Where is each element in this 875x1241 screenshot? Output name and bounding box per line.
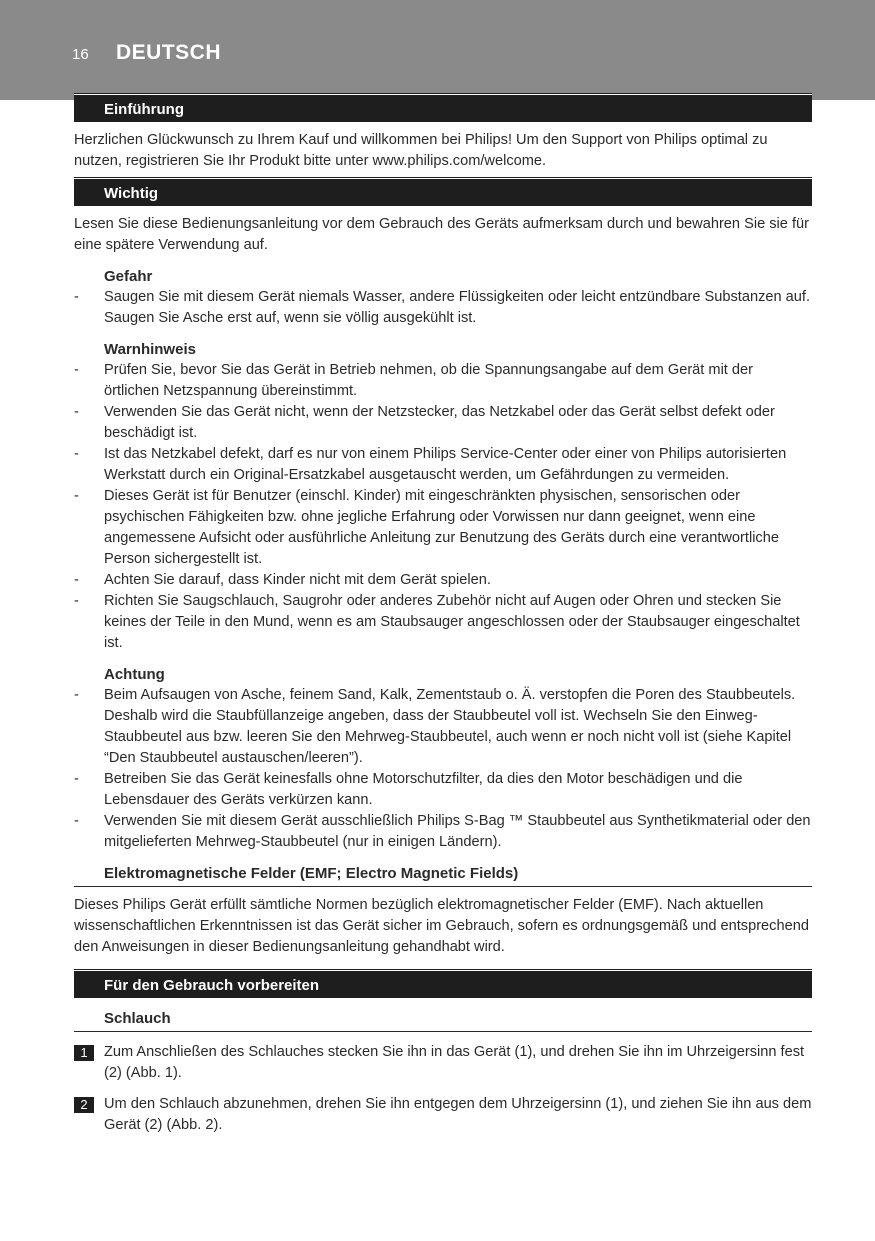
step-text: Zum Anschließen des Schlauches stecken Sie ihn in das Gerät (1), und drehen Sie ihn im Uhrzeigersinn fest (2) (Abb. 1). [104,1044,805,1081]
list-item: - Achten Sie darauf, dass Kinder nicht mit dem Gerät spielen. [74,570,812,591]
list-item: - Beim Aufsaugen von Asche, feinem Sand, Kalk, Zementstaub o. Ä. verstopfen die Poren des Staubbeutels. Deshalb wird die Staubfüllanzeige angeben, dass der Staubbeutel voll ist. Wechseln Sie den Einweg-Staubbeutel aus bzw. leeren Sie den Mehrweg-Staubbeutel, auch wenn er noch nicht voll ist (siehe Kapitel “Den Staubbeutel austauschen/leeren”). [74,685,812,769]
list-item: - Prüfen Sie, bevor Sie das Gerät in Betrieb nehmen, ob die Spannungsangabe auf dem Gerät mit der örtlichen Netzspannung übereinstimmt. [74,360,812,402]
caution-heading: Achtung [104,666,165,683]
page-number: 16 [72,46,89,63]
list-item: - Ist das Netzkabel defekt, darf es nur von einem Philips Service-Center oder einer von Philips autorisierten Werkstatt durch ein Original-Ersatzkabel ausgetauscht werden, um Gefährdungen zu vermeiden. [74,444,812,486]
page-header [0,0,875,100]
document-body [74,94,812,1136]
list-item: - Dieses Gerät ist für Benutzer (einschl. Kinder) mit eingeschränkten physischen, sensorischen oder psychischen Fähigkeiten bzw. ohne jegliche Erfahrung oder Vorwissen nur dann geeignet, wenn eine angemessene Aufsicht oder ausführliche Anleitung zur Benutzung des Geräts durch eine verantwortliche Person sichergestellt ist. [74,486,812,570]
list-item: - Verwenden Sie das Gerät nicht, wenn der Netzstecker, das Netzkabel oder das Gerät selbst defekt oder beschädigt ist. [74,402,812,444]
list-item: - Richten Sie Saugschlauch, Saugrohr oder anderes Zubehör nicht auf Augen oder Ohren und stecken Sie keines der Teile in den Mund, wenn es am Staubsauger angeschlossen oder der Staubsauger eingeschaltet ist. [74,591,812,654]
language-title: DEUTSCH [116,41,222,64]
danger-list [74,287,812,329]
step-2 [74,1094,812,1136]
intro-paragraph: Herzlichen Glückwunsch zu Ihrem Kauf und willkommen bei Philips! Um den Support von Philips optimal zu nutzen, registrieren Sie Ihr Produkt bitte unter www.philips.com/welcome. [74,132,768,169]
warning-list [74,360,812,654]
important-paragraph: Lesen Sie diese Bedienungsanleitung vor dem Gebrauch des Geräts aufmerksam durch und bewahren Sie sie für eine spätere Verwendung auf. [74,216,809,253]
step-number-badge: 1 [74,1045,94,1061]
list-item: - Betreiben Sie das Gerät keinesfalls ohne Motorschutzfilter, da dies den Motor beschädigen und die Lebensdauer des Geräts verkürzen kann. [74,769,812,811]
caution-list [74,685,812,853]
emf-heading: Elektromagnetische Felder (EMF; Electro Magnetic Fields) [74,863,812,887]
section-bar-intro: Einführung [74,94,812,122]
section-bar-important: Wichtig [74,178,812,206]
step-1 [74,1042,812,1084]
step-text: Um den Schlauch abzunehmen, drehen Sie ihn entgegen dem Uhrzeigersinn (1), und ziehen Sie ihn aus dem Gerät (2) (Abb. 2). [104,1096,812,1133]
step-number-badge: 2 [74,1097,94,1113]
danger-heading: Gefahr [104,268,153,285]
emf-paragraph: Dieses Philips Gerät erfüllt sämtliche Normen bezüglich elektromagnetischer Felder (EMF). Nach aktuellen wissenschaftlichen Erkenntnissen ist das Gerät sicher im Gebrauch, sofern es ordnungsgemäß und entsprechend den Anweisungen in dieser Bedienungsanleitung gehandhabt wird. [74,897,809,955]
list-item: - Verwenden Sie mit diesem Gerät ausschließlich Philips S-Bag ™ Staubbeutel aus Synthetikmaterial oder den mitgelieferten Mehrweg-Staubbeutel (nur in einigen Ländern). [74,811,812,853]
warning-heading: Warnhinweis [104,341,196,358]
hose-heading: Schlauch [74,1008,812,1032]
list-item: - Saugen Sie mit diesem Gerät niemals Wasser, andere Flüssigkeiten oder leicht entzündbare Substanzen auf. Saugen Sie Asche erst auf, wenn sie völlig ausgekühlt ist. [74,287,812,329]
section-bar-prepare: Für den Gebrauch vorbereiten [74,970,812,998]
